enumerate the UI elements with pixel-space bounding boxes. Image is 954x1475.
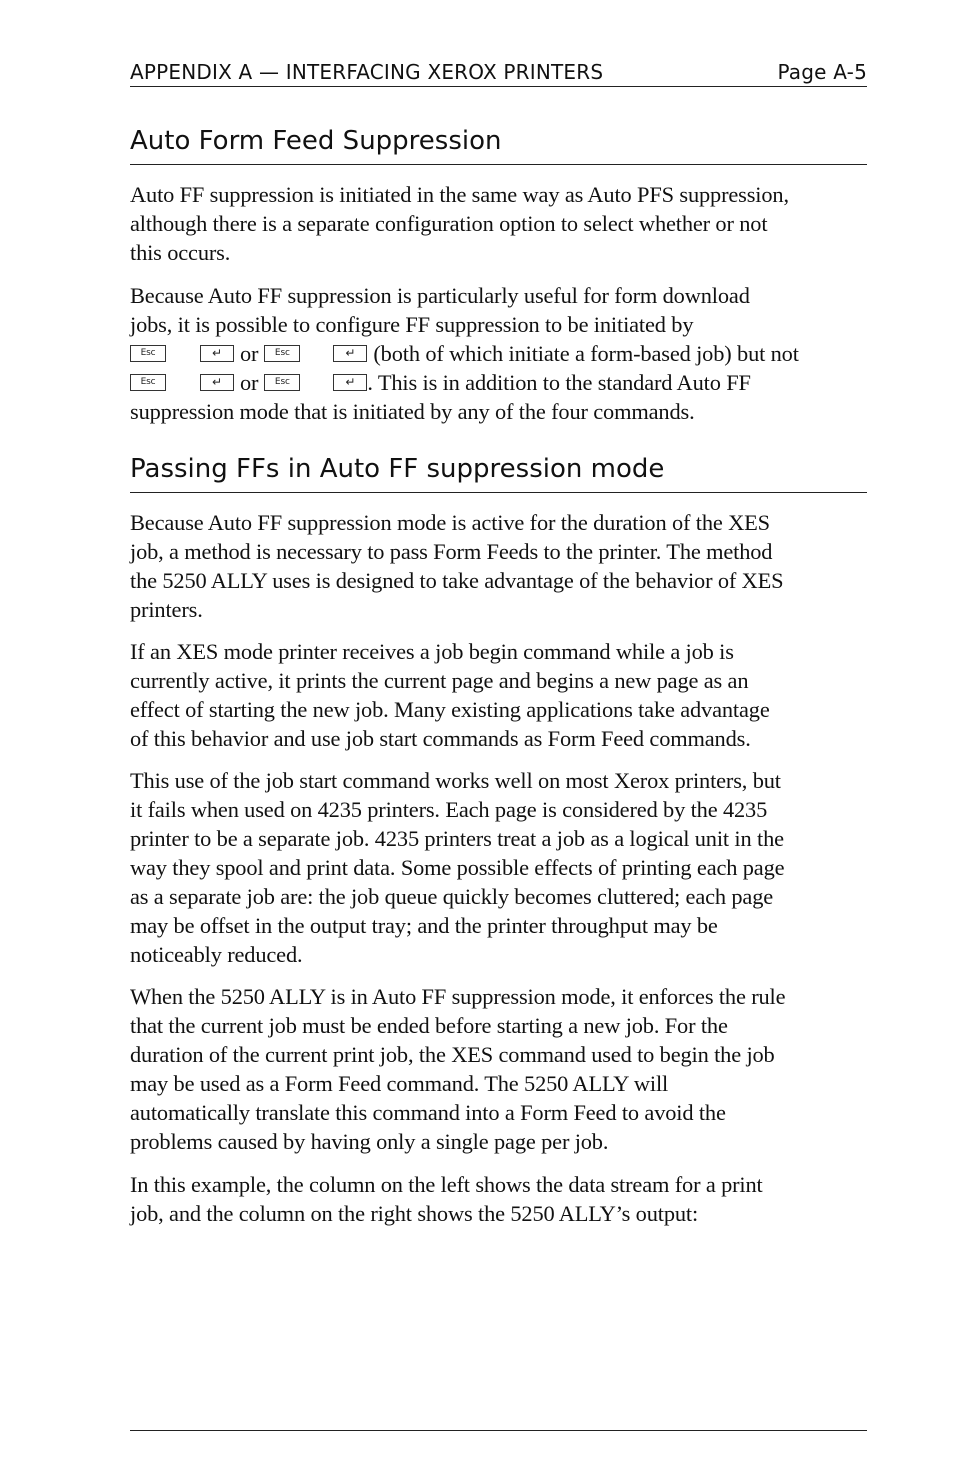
text-line: this occurs.	[130, 240, 231, 265]
text-line: the 5250 ALLY uses is designed to take advantage of the behavior of XES	[130, 568, 784, 593]
text-line: When the 5250 ALLY is in Auto FF suppression mode, it enforces the rule	[130, 984, 786, 1009]
text-line: printers.	[130, 597, 203, 622]
text-line: automatically translate this command into a Form Feed to avoid the	[130, 1100, 726, 1125]
text-line: Because Auto FF suppression mode is active for the duration of the XES	[130, 510, 770, 535]
paragraph	[130, 637, 867, 753]
text-line: jobs, it is possible to configure FF suppression to be initiated by	[130, 312, 694, 337]
enter-key-icon: ↵	[333, 374, 367, 391]
text-line: effect of starting the new job. Many existing applications take advantage	[130, 697, 770, 722]
paragraph	[130, 766, 867, 969]
page-number: Page A-5	[777, 60, 867, 84]
text-line: problems caused by having only a single page per job.	[130, 1129, 609, 1154]
text-line: This use of the job start command works well on most Xerox printers, but	[130, 768, 781, 793]
paragraph	[130, 281, 867, 426]
text-line: noticeably reduced.	[130, 942, 303, 967]
footer-rule	[130, 1430, 867, 1431]
text-line: Because Auto FF suppression is particularly useful for form download	[130, 283, 750, 308]
running-header	[130, 58, 867, 87]
text-line: may be offset in the output tray; and the printer throughput may be	[130, 913, 718, 938]
line-tail-text: . This is in addition to the standard Auto FF	[367, 370, 751, 395]
esc-key-icon: Esc	[130, 374, 166, 391]
key-sequence-line	[130, 368, 867, 397]
text-line: Auto FF suppression is initiated in the same way as Auto PFS suppression,	[130, 182, 789, 207]
text-line: duration of the current print job, the XES command used to begin the job	[130, 1042, 775, 1067]
text-line: although there is a separate configuration option to select whether or not	[130, 211, 768, 236]
connector-text: or	[240, 341, 259, 366]
esc-key-icon: Esc	[264, 374, 300, 391]
text-line: printer to be a separate job. 4235 printers treat a job as a logical unit in the	[130, 826, 784, 851]
enter-key-icon: ↵	[200, 345, 234, 362]
text-line: job, a method is necessary to pass Form Feeds to the printer. The method	[130, 539, 773, 564]
text-line: may be used as a Form Feed command. The 5250 ALLY will	[130, 1071, 669, 1096]
enter-key-icon: ↵	[200, 374, 234, 391]
enter-key-icon: ↵	[333, 345, 367, 362]
esc-key-icon: Esc	[130, 345, 166, 362]
text-line: suppression mode that is initiated by any of the four commands.	[130, 399, 695, 424]
section-heading: Auto Form Feed Suppression	[130, 124, 867, 165]
text-line: way they spool and print data. Some possible effects of printing each page	[130, 855, 785, 880]
text-line: job, and the column on the right shows the 5250 ALLY’s output:	[130, 1201, 699, 1226]
text-line: that the current job must be ended before starting a new job. For the	[130, 1013, 728, 1038]
connector-text: or	[240, 370, 259, 395]
text-line: it fails when used on 4235 printers. Each page is considered by the 4235	[130, 797, 768, 822]
header-title: APPENDIX A — INTERFACING XEROX PRINTERS	[130, 60, 604, 84]
line-tail-text: (both of which initiate a form-based job) but not	[373, 341, 799, 366]
key-sequence-line	[130, 339, 867, 368]
text-line: currently active, it prints the current page and begins a new page as an	[130, 668, 749, 693]
paragraph	[130, 1170, 867, 1228]
text-line: as a separate job are: the job queue quickly becomes cluttered; each page	[130, 884, 774, 909]
text-line: In this example, the column on the left shows the data stream for a print	[130, 1172, 763, 1197]
paragraph	[130, 982, 867, 1156]
section-heading: Passing FFs in Auto FF suppression mode	[130, 452, 867, 493]
esc-key-icon: Esc	[264, 345, 300, 362]
text-line: If an XES mode printer receives a job begin command while a job is	[130, 639, 734, 664]
paragraph	[130, 508, 867, 624]
text-line: of this behavior and use job start commands as Form Feed commands.	[130, 726, 751, 751]
paragraph	[130, 180, 867, 267]
